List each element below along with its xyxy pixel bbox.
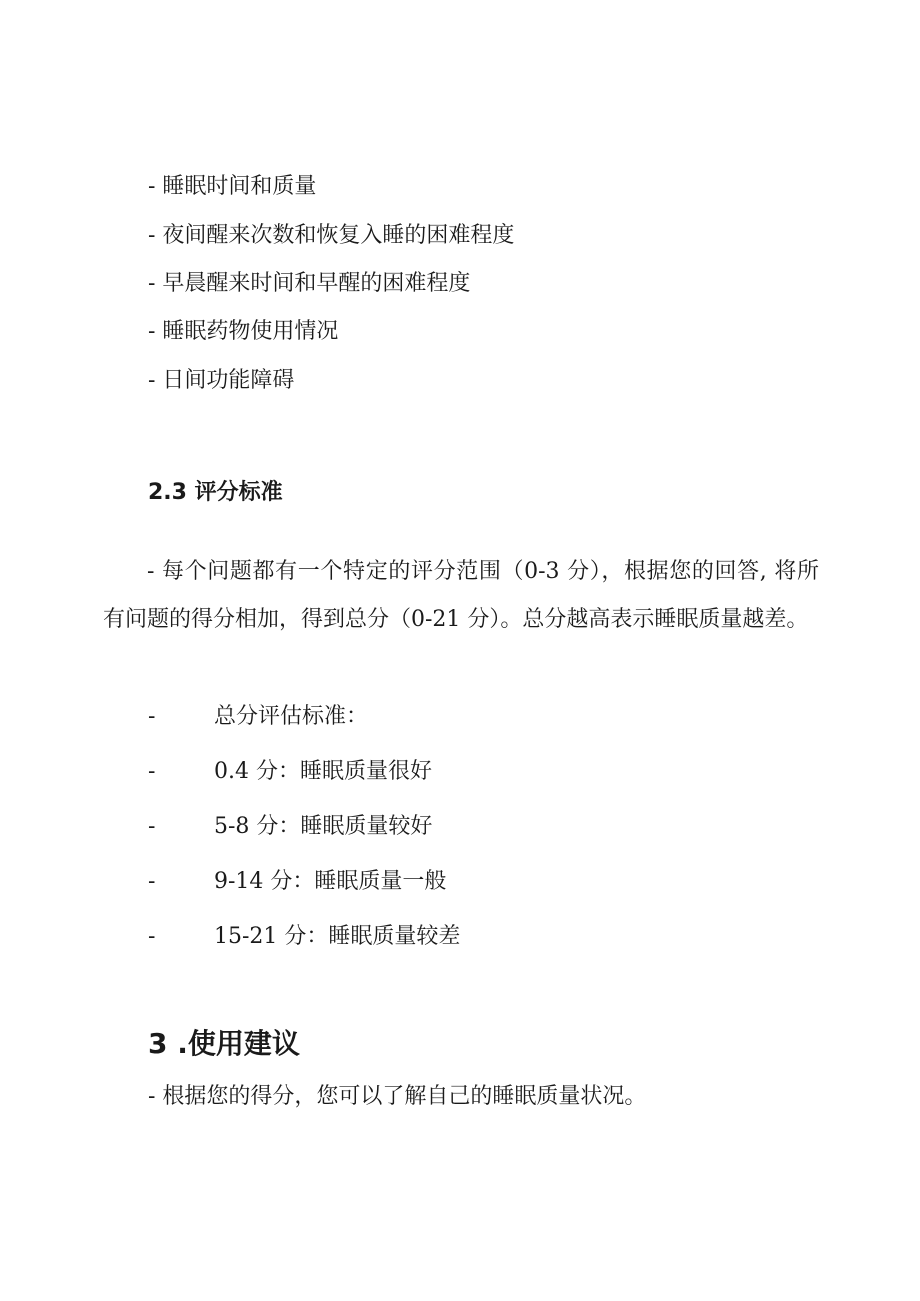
- list-item: - 夜间醒来次数和恢复入睡的困难程度: [148, 223, 515, 248]
- criteria-dash: -: [148, 704, 156, 729]
- list-item: - 日间功能障碍: [148, 368, 295, 393]
- section-heading: 2.3 评分标准: [148, 480, 283, 505]
- criteria-text: 9-14 分：睡眠质量一般: [214, 869, 447, 894]
- criteria-dash: -: [148, 814, 156, 839]
- criteria-text: 总分评估标准：: [214, 704, 369, 729]
- section-heading: 3 .使用建议: [148, 1027, 300, 1060]
- criteria-text: 15-21 分：睡眠质量较差: [214, 924, 461, 949]
- criteria-text: 5-8 分：睡眠质量较好: [214, 814, 433, 839]
- list-item: - 睡眠时间和质量: [148, 174, 317, 199]
- criteria-dash: -: [148, 924, 156, 949]
- list-item: - 早晨醒来时间和早醒的困难程度: [148, 271, 471, 296]
- criteria-text: 0.4 分：睡眠质量很好: [214, 759, 432, 784]
- criteria-dash: -: [148, 759, 156, 784]
- section-paragraph: - 每个问题都有一个特定的评分范围（0-3 分），根据您的回答, 将所有问题的得分相加，得到总分（0-21 分）。总分越高表示睡眠质量越差。: [103, 559, 819, 632]
- section-line: - 根据您的得分，您可以了解自己的睡眠质量状况。: [148, 1084, 647, 1109]
- list-item: - 睡眠药物使用情况: [148, 319, 339, 344]
- criteria-dash: -: [148, 869, 156, 894]
